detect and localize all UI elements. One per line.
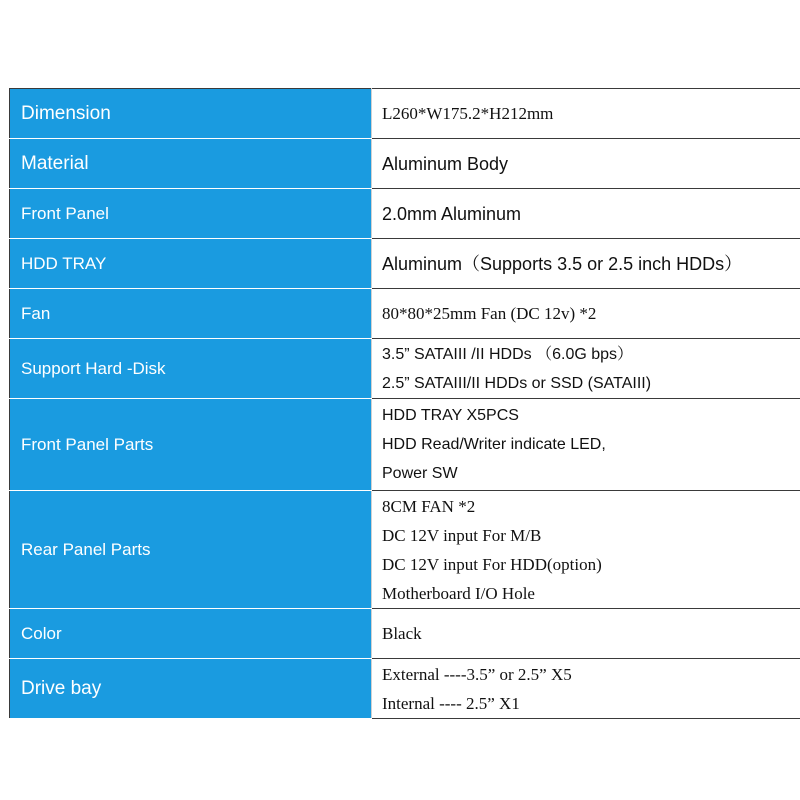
spec-row-drive-bay <box>10 659 800 719</box>
spec-value-line: 3.5” SATAIII /II HDDs （6.0G bps） <box>382 345 634 363</box>
spec-row-color <box>10 609 800 659</box>
spec-value-line: Power SW <box>382 465 458 482</box>
spec-value-hdd-tray <box>372 239 800 289</box>
spec-value-line: HDD TRAY X5PCS <box>382 407 519 424</box>
spec-value-line: Aluminum（Supports 3.5 or 2.5 inch HDDs） <box>382 253 743 274</box>
spec-label-hdd-tray: HDD TRAY <box>10 239 372 289</box>
spec-label-rear-panel-parts: Rear Panel Parts <box>10 491 372 609</box>
spec-label-material: Material <box>10 139 372 189</box>
spec-row-rear-panel-parts <box>10 491 800 609</box>
spec-value-line: 80*80*25mm Fan (DC 12v) *2 <box>382 303 597 323</box>
spec-value-rear-panel-parts <box>372 491 800 609</box>
spec-value-line: 2.0mm Aluminum <box>382 203 522 224</box>
spec-value-line: L260*W175.2*H212mm <box>382 103 554 123</box>
spec-label-front-panel-parts: Front Panel Parts <box>10 399 372 491</box>
spec-row-front-panel <box>10 189 800 239</box>
spec-value-line: Internal ---- 2.5” X1 <box>382 693 520 713</box>
spec-label-color: Color <box>10 609 372 659</box>
spec-value-front-panel-parts <box>372 399 800 491</box>
spec-label-dimension: Dimension <box>10 89 372 139</box>
spec-value-front-panel <box>372 189 800 239</box>
spec-label-fan: Fan <box>10 289 372 339</box>
spec-value-line: DC 12V input For M/B <box>382 525 542 545</box>
spec-row-material <box>10 139 800 189</box>
spec-value-line: External ----3.5” or 2.5” X5 <box>382 664 572 684</box>
spec-value-drive-bay <box>372 659 800 719</box>
spec-value-support-hard-disk <box>372 339 800 399</box>
spec-row-support-hard-disk <box>10 339 800 399</box>
spec-row-fan <box>10 289 800 339</box>
spec-value-line: Aluminum Body <box>382 153 509 174</box>
spec-value-dimension <box>372 89 800 139</box>
spec-value-line: 2.5” SATAIII/II HDDs or SSD (SATAIII) <box>382 374 652 392</box>
spec-value-line: 8CM FAN *2 <box>382 496 476 516</box>
spec-value-line: HDD Read/Writer indicate LED, <box>382 436 606 453</box>
spec-row-dimension <box>10 89 800 139</box>
spec-value-line: Black <box>382 623 422 643</box>
spec-value-fan <box>372 289 800 339</box>
spec-value-line: Motherboard I/O Hole <box>382 583 535 603</box>
spec-row-hdd-tray <box>10 239 800 289</box>
spec-label-support-hard-disk: Support Hard -Disk <box>10 339 372 399</box>
spec-row-front-panel-parts <box>10 399 800 491</box>
spec-label-front-panel: Front Panel <box>10 189 372 239</box>
spec-label-drive-bay: Drive bay <box>10 659 372 719</box>
spec-value-line: DC 12V input For HDD(option) <box>382 554 602 574</box>
spec-value-material <box>372 139 800 189</box>
spec-table <box>9 88 800 719</box>
spec-value-color <box>372 609 800 659</box>
